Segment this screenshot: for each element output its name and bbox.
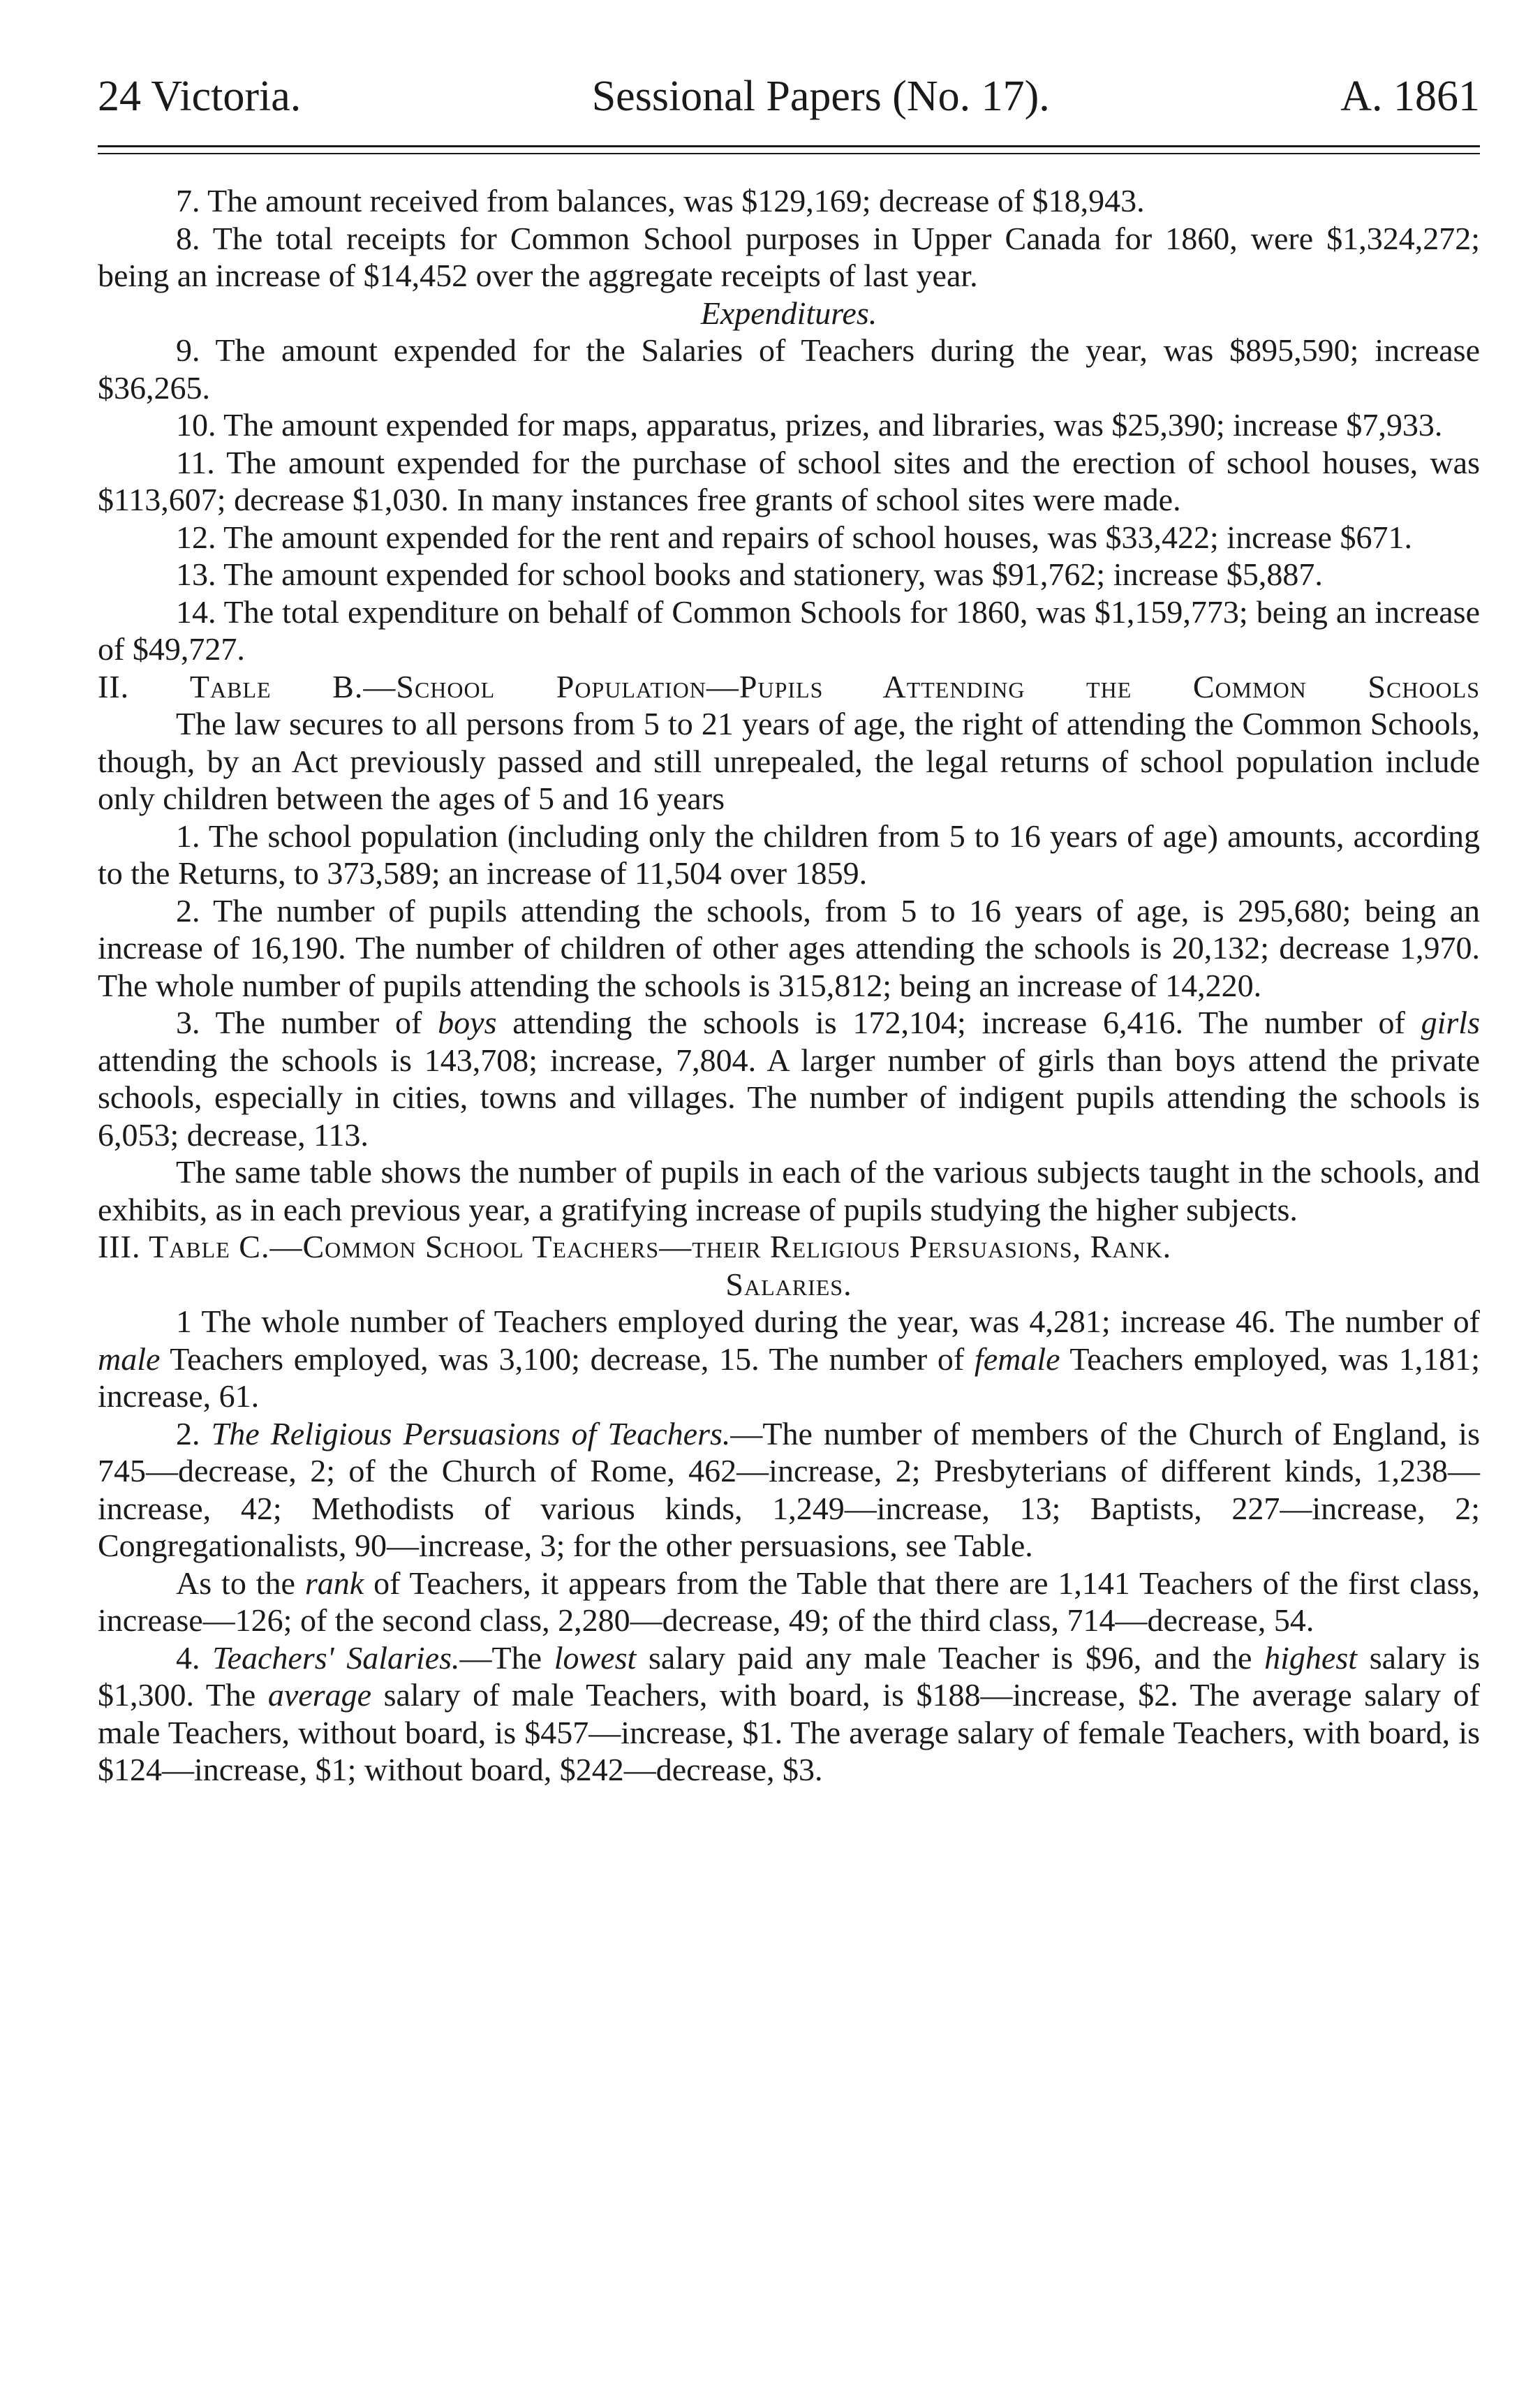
emphasis-girls: girls xyxy=(1421,1005,1480,1040)
header-title: Sessional Papers (No. 17). xyxy=(591,73,1050,120)
section-3-paragraph-3 xyxy=(98,1565,1480,1639)
section-3-paragraph-4 xyxy=(98,1639,1480,1789)
section-2-paragraph-4: The same table shows the number of pupils in each of the various subjects taught in the schools, and exhibits, as in each previous year, a gratifying increase of pupils studying the higher subjects. xyxy=(98,1154,1480,1227)
expenditures-heading: Expenditures. xyxy=(700,295,877,331)
text-run: salary paid any male Teacher is $96, and the xyxy=(636,1639,1265,1676)
section-2-title: II. Table B.—School Population—Pupils Attending the Common Schools xyxy=(98,668,1480,704)
paragraph-11: 11. The amount expended for the purchase of school sites and the erection of school houses, was $113,607; decrease $1,030. In many instances free grants of school sites were made. xyxy=(98,444,1480,517)
page-header xyxy=(98,70,1480,133)
text-run: 4. xyxy=(176,1639,213,1676)
section-2-paragraph-1: 1. The school population (including only the children from 5 to 16 years of age) amounts, according to the Returns, to 373,589; an increase of 11,504 over 1859. xyxy=(98,818,1480,891)
text-run: attending the schools is 172,104; increase 6,416. The number of xyxy=(496,1005,1421,1040)
text-run: —The number of members of the Church of England, is 745—decrease, 2; of the Church of Rome, 462—increase, 2; Presbyterians of different kinds, 1,238—increase, 42; Methodists of various kinds, 1,249—increase, 13; Baptists, 227—increase, 2; Congregationalists, 90—increase, 3; for the other persuasions, see Table. xyxy=(98,1415,1480,1563)
paragraph-8: 8. The total receipts for Common School purposes in Upper Canada for 1860, were $1,324,272; being an increase of $14,452 over the aggregate receipts of last year. xyxy=(98,220,1480,293)
emphasis-rank: rank xyxy=(304,1565,364,1601)
text-run: of Teachers, it appears from the Table that there are 1,141 Teachers of the first class, increase—126; of the second class, 2,280—decrease, 49; of the third class, 714—decrease, 54. xyxy=(98,1565,1480,1638)
section-3-title-line-2: Salaries. xyxy=(725,1266,852,1302)
section-3-title xyxy=(98,1228,1480,1303)
paragraph-10: 10. The amount expended for maps, apparatus, prizes, and libraries, was $25,390; increase $7,933. xyxy=(176,407,1443,443)
text-run: 1 The whole number of Teachers employed during the year, was 4,281; increase 46. The number of xyxy=(176,1303,1480,1339)
text-run: salary of male Teachers, with board, is $188—increase, $2. The average salary of male Teachers, without board, is $457—increase, $1. The average salary of female Teachers, with board, is $124—increase, $1; without board, $242—decrease, $3. xyxy=(98,1677,1480,1787)
section-2-paragraph-3 xyxy=(98,1004,1480,1153)
text-run: salary is $1,300. The xyxy=(98,1639,1480,1713)
emphasis-boys: boys xyxy=(438,1005,497,1040)
section-3-paragraph-2 xyxy=(98,1415,1480,1565)
religious-persuasions-heading: The Religious Persuasions of Teachers. xyxy=(211,1415,731,1452)
section-2-paragraph-2: 2. The number of pupils attending the schools, from 5 to 16 years of age, is 295,680; being an increase of 16,190. The number of children of other ages attending the schools is 20,132; decrease 1,970. The whole number of pupils attending the schools is 315,812; being an increase of 14,220. xyxy=(98,892,1480,1003)
paragraph-12: 12. The amount expended for the rent and repairs of school houses, was $33,422; increase $671. xyxy=(176,519,1412,555)
text-run: 3. The number of xyxy=(176,1005,438,1040)
text-run: 2. xyxy=(176,1415,212,1452)
paragraph-7: 7. The amount received from balances, was $129,169; decrease of $18,943. xyxy=(176,183,1145,219)
paragraph-9: 9. The amount expended for the Salaries of Teachers during the year, was $895,590; increase $36,265. xyxy=(98,332,1480,406)
text-run: Teachers employed, was 1,181; increase, 61. xyxy=(98,1340,1481,1414)
section-2-intro: The law secures to all persons from 5 to 21 years of age, the right of attending the Common Schools, though, by an Act previously passed and still unrepealed, the legal returns of school population include only children between the ages of 5 and 16 years xyxy=(98,706,1480,816)
emphasis-highest: highest xyxy=(1264,1639,1358,1676)
section-3-title-line-1: III. Table C.—Common School Teachers—their Religious Persuasions, Rank. xyxy=(98,1229,1172,1264)
paragraph-13: 13. The amount expended for school books and stationery, was $91,762; increase $5,887. xyxy=(176,556,1323,592)
header-regnal-year: 24 Victoria. xyxy=(98,73,302,120)
header-year: A. 1861 xyxy=(1340,73,1480,120)
text-run: Teachers employed, was 3,100; decrease, 15. The number of xyxy=(160,1340,975,1377)
emphasis-female: female xyxy=(974,1340,1060,1377)
emphasis-lowest: lowest xyxy=(554,1639,637,1676)
paragraph-14: 14. The total expenditure on behalf of Common Schools for 1860, was $1,159,773; being an increase of $49,727. xyxy=(98,593,1480,667)
document-page xyxy=(98,70,1480,1789)
section-3-paragraph-1 xyxy=(98,1303,1480,1415)
text-run: —The xyxy=(459,1639,554,1676)
text-run: As to the xyxy=(176,1565,305,1601)
text-run: attending the schools is 143,708; increase, 7,804. A larger number of girls than boys attend the private schools, especially in cities, towns and villages. The number of indigent pupils attending the schools is 6,053; decrease, 113. xyxy=(98,1042,1480,1153)
emphasis-average: average xyxy=(267,1677,372,1713)
teachers-salaries-heading: Teachers' Salaries. xyxy=(212,1639,460,1676)
document-body xyxy=(98,182,1480,1789)
header-double-rule xyxy=(98,145,1480,154)
emphasis-male: male xyxy=(98,1340,161,1377)
